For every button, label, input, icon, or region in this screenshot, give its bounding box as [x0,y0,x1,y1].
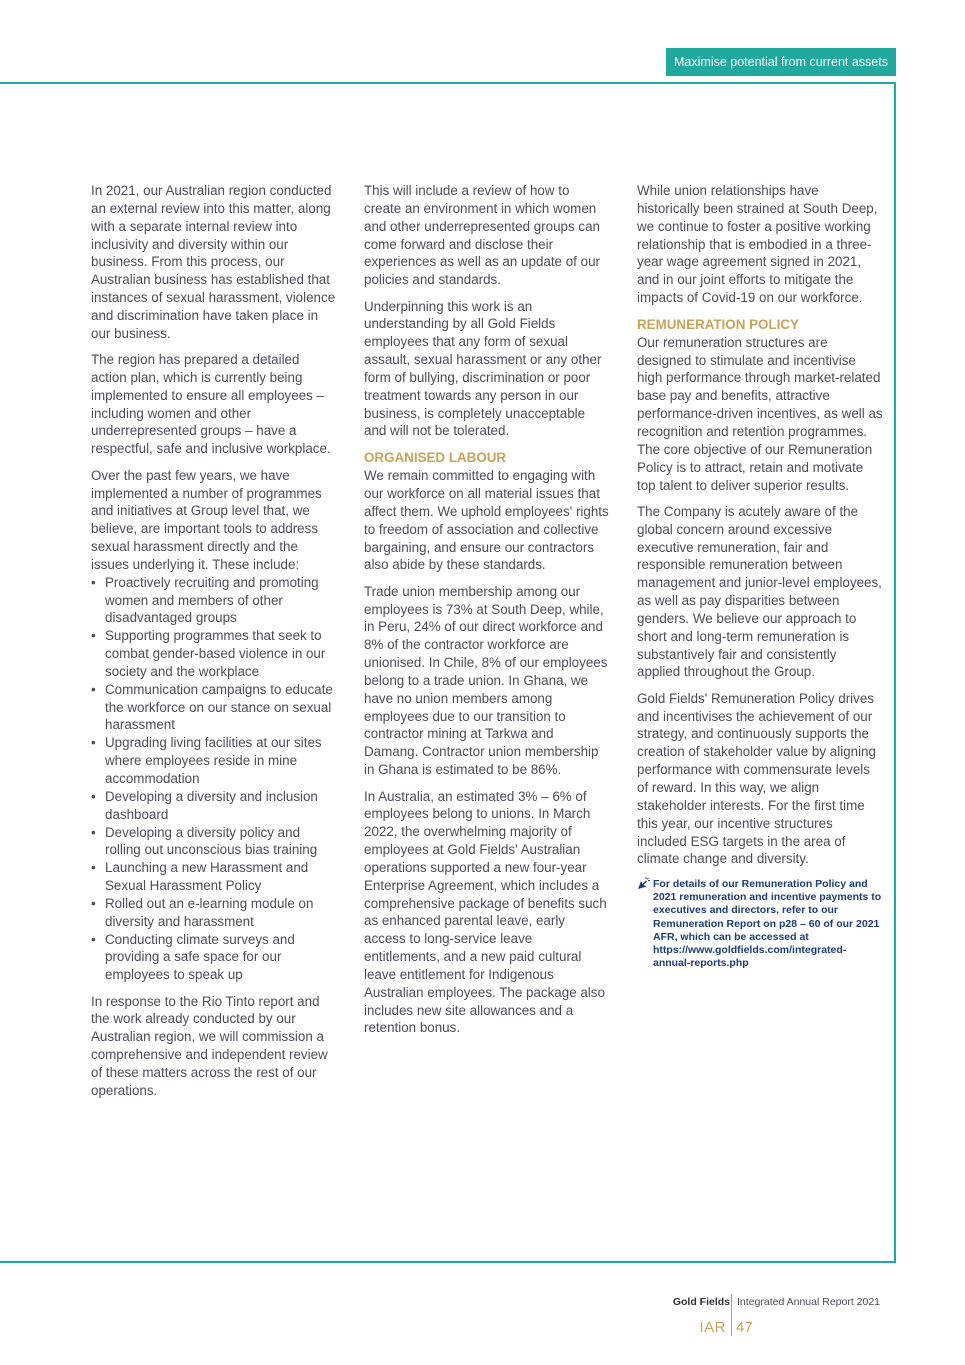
column-3 [637,182,883,970]
paragraph: Gold Fields' Remuneration Policy drives and incentivises the achievement of our strategy, and continuously supports the creation of stakeholder value by aligning performance with commensurate levels of reward. In this way, we align stakeholder interests. For the first time this year, our incentive structures included ESG targets in the area of climate change and diversity. [637,690,876,867]
reference-note-text: For details of our Remuneration Policy and 2021 remuneration and incentive payments to executives and directors, refer to our Remuneration Report on p28 – 60 of our 2021 AFR, which can be accessed at https://www.goldfields.com/integrated-annual-reports.php [653,878,882,969]
footer-report-title: Integrated Annual Report 2021 [737,1296,881,1308]
paragraph: The region has prepared a detailed action plan, which is currently being implemented to ensure all employees – including women and other underrepresented groups – have a respectful, safe and inclusive workplace. [91,352,331,457]
section-heading-remuneration-policy: REMUNERATION POLICY [637,316,799,332]
paragraph: Trade union membership among our employees is 73% at South Deep, while, in Peru, 24% of our direct workforce and 8% of the contractor workforce are unionised. In Chile, 8% of our employees belong to a trade union. In Ghana, we have no union members among employees due to our transition to contractor mining at Tarkwa and Damang. Contractor union membership in Ghana is estimated to be 86%. [364,583,608,778]
list-item: • Developing a diversity and inclusion dashboard [91,788,337,824]
frame-bottom-rule [0,1261,896,1263]
footer-brand: Gold Fields [672,1296,730,1308]
column-1 [91,182,337,1108]
section-heading-organised-labour: ORGANISED LABOUR [364,450,507,466]
frame-top-rule [0,82,896,84]
paragraph: Underpinning this work is an understanding by all Gold Fields employees that any form of sexual assault, sexual harassment or any other form of bullying, discrimination or poor treatment towards any person in our business, is completely unacceptable and will not be tolerated. [364,298,602,439]
paragraph: Our remuneration structures are designed to stimulate and incentivise high performance through market-related base pay and benefits, attractive performance-driven incentives, as well as recognition and retention programmes. The core objective of our Remuneration Policy is to attract, retain and motivate top talent to deliver superior results. [637,334,883,493]
list-item: • Developing a diversity policy and rolling out unconscious bias training [91,824,337,860]
column-2 [364,182,610,1046]
list-item: • Communication campaigns to educate the workforce on our stance on sexual harassment [91,681,337,735]
reference-note[interactable] [637,878,883,970]
paragraph: The Company is acutely aware of the global concern around excessive executive remuneration, fair and responsible remuneration between management and junior-level employees, as well as pay disparities between genders. We believe our approach to short and long-term remuneration is substantively fair and consistently applied throughout the Group. [637,503,882,680]
pointer-cursor-icon [635,876,651,892]
list-item: • Supporting programmes that seek to combat gender-based violence in our society and the workplace [91,627,337,681]
page-number: 47 [736,1319,753,1336]
list-item: • Upgrading living facilities at our sites where employees reside in mine accommodation [91,734,337,788]
frame-right-rule [894,82,896,1263]
paragraph: In Australia, an estimated 3% – 6% of employees belong to unions. In March 2022, the overwhelming majority of employees at Gold Fields' Australian operations supported a new four-year Enterprise Agreement, which includes a comprehensive package of benefits such as enhanced parental leave, early access to long-service leave entitlements, and a new paid cultural leave entitlement for Indigenous Australian employees. The package also includes new site allowances and a retention bonus. [364,788,607,1036]
section-tab: Maximise potential from current assets [666,48,896,76]
paragraph: Over the past few years, we have implemented a number of programmes and initiatives at Group level that, we believe, are important tools to address sexual harassment directly and the issues underlying it. These include: [91,467,322,572]
footer-divider [731,1294,732,1336]
paragraph: This will include a review of how to create an environment in which women and other underrepresented groups can come forward and disclose their experiences as well as an update of our policies and standards. [364,183,600,288]
paragraph: While union relationships have historically been strained at South Deep, we continue to foster a positive working relationship that is embodied in a three-year wage agreement signed in 2021, and in our joint efforts to mitigate the impacts of Covid-19 on our workforce. [637,183,878,306]
paragraph: In 2021, our Australian region conducted an external review into this matter, along with a separate internal review into inclusivity and diversity within our business. From this process, our Australian business has established that instances of sexual harassment, violence and discrimination have taken place in our business. [91,183,336,341]
list-item: • Launching a new Harassment and Sexual Harassment Policy [91,859,337,895]
list-item: • Conducting climate surveys and providing a safe space for our employees to speak up [91,931,337,985]
list-item: • Rolled out an e-learning module on diversity and harassment [91,895,337,931]
paragraph: In response to the Rio Tinto report and the work already conducted by our Australian region, we will commission a comprehensive and independent review of these matters across the rest of our operations. [91,993,328,1098]
paragraph: We remain committed to engaging with our workforce on all material issues that affect them. We uphold employees' rights to freedom of association and collective bargaining, and ensure our contractors also abide by these standards. [364,468,609,573]
initiatives-list [91,574,337,984]
list-item: • Proactively recruiting and promoting women and members of other disadvantaged groups [91,574,337,628]
footer-iar-label: IAR [699,1319,726,1336]
